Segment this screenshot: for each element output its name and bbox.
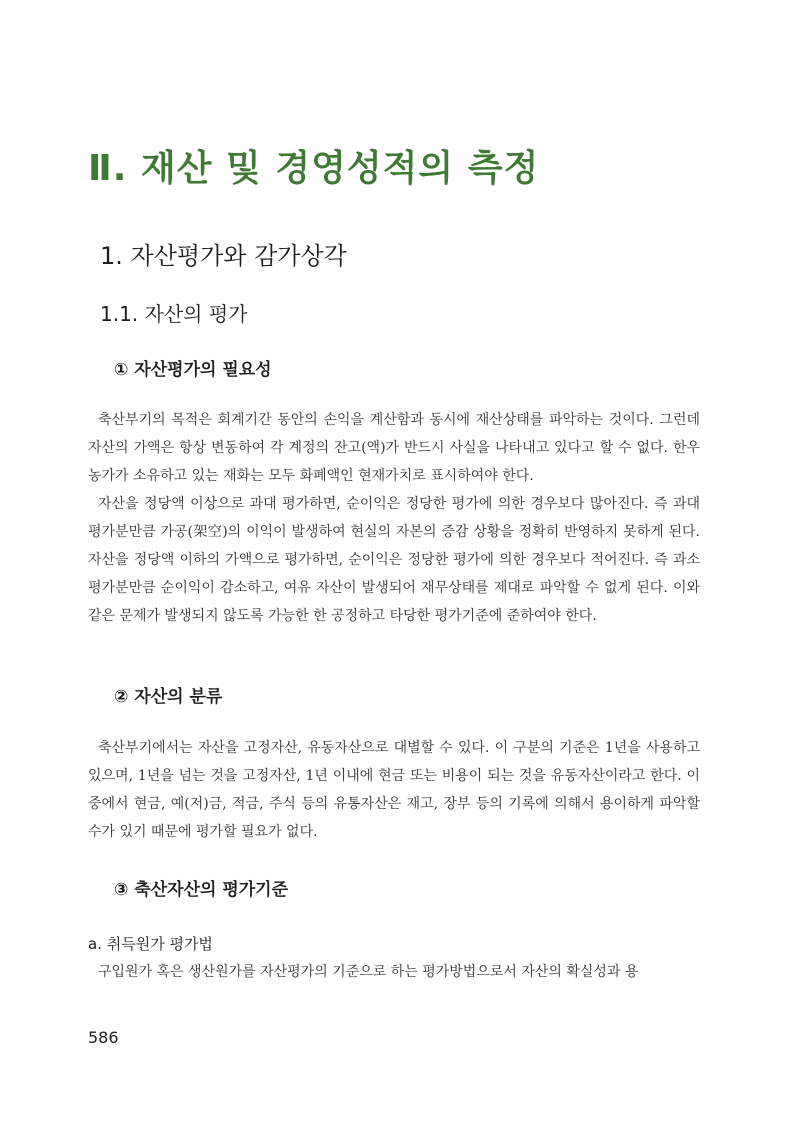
paragraph: 축산부기에서는 자산을 고정자산, 유동자산으로 대별할 수 있다. 이 구분의 기준은 1년을 사용하고 있으며, 1년을 넘는 것을 고정자산, 1년 이내에 현금 또는 비용이 되는 것을 유동자산이라고 한다. 이 중에서 현금, 예(저)금, 적금, 주식 등의 유통자산은 재고, 장부 등의 기록에 의해서 용이하게 파악할 수가 있기 때문에 평가할 필요가 없다. <box>88 740 700 840</box>
paragraph: 축산부기의 목적은 회계기간 동안의 손익을 계산함과 동시에 재산상태를 파악하는 것이다. 그런데 자산의 가액은 항상 변동하여 각 계정의 잔고(액)가 반드시 사실을 나타내고 있다고 할 수 없다. 한우농가가 소유하고 있는 재화는 모두 화폐액인 현재가치로 표시하여야 한다. <box>88 412 700 484</box>
item-title-criteria: ③ 축산자산의 평가기준 <box>114 880 289 900</box>
paragraph: 자산을 정당액 이상으로 과대 평가하면, 순이익은 정당한 평가에 의한 경우보다 많아진다. 즉 과대 평가분만큼 가공(架空)의 이익이 발생하여 현실의 자본의 증감 상황을 정확히 반영하지 못하게 된다. 자산을 정당액 이하의 가액으로 평가하면, 순이익은 정당한 평가에 의한 경우보다 적어진다. 즉 과소평가분만큼 순이익이 감소하고, 여유 자산이 발생되어 재무상태를 제대로 파악할 수 없게 된다. 이와 같은 문제가 발생되지 않도록 가능한 한 공정하고 타당한 평가기준에 준하여야 한다. <box>88 496 700 624</box>
section-title: 1. 자산평가와 감가상각 <box>100 242 347 270</box>
page-number: 586 <box>88 1028 119 1047</box>
body-sub-a <box>88 958 700 986</box>
chapter-title: Ⅱ. 재산 및 경영성적의 측정 <box>88 148 540 189</box>
body-classification <box>88 734 700 846</box>
item-title-classification: ② 자산의 분류 <box>114 687 223 707</box>
subsection-title: 1.1. 자산의 평가 <box>100 302 248 326</box>
paragraph: 구입원가 혹은 생산원가를 자산평가의 기준으로 하는 평가방법으로서 자산의 확실성과 용 <box>98 964 639 980</box>
body-necessity <box>88 406 700 630</box>
sub-a-title: a. 취득원가 평가법 <box>88 935 213 953</box>
item-title-necessity: ① 자산평가의 필요성 <box>114 360 272 380</box>
